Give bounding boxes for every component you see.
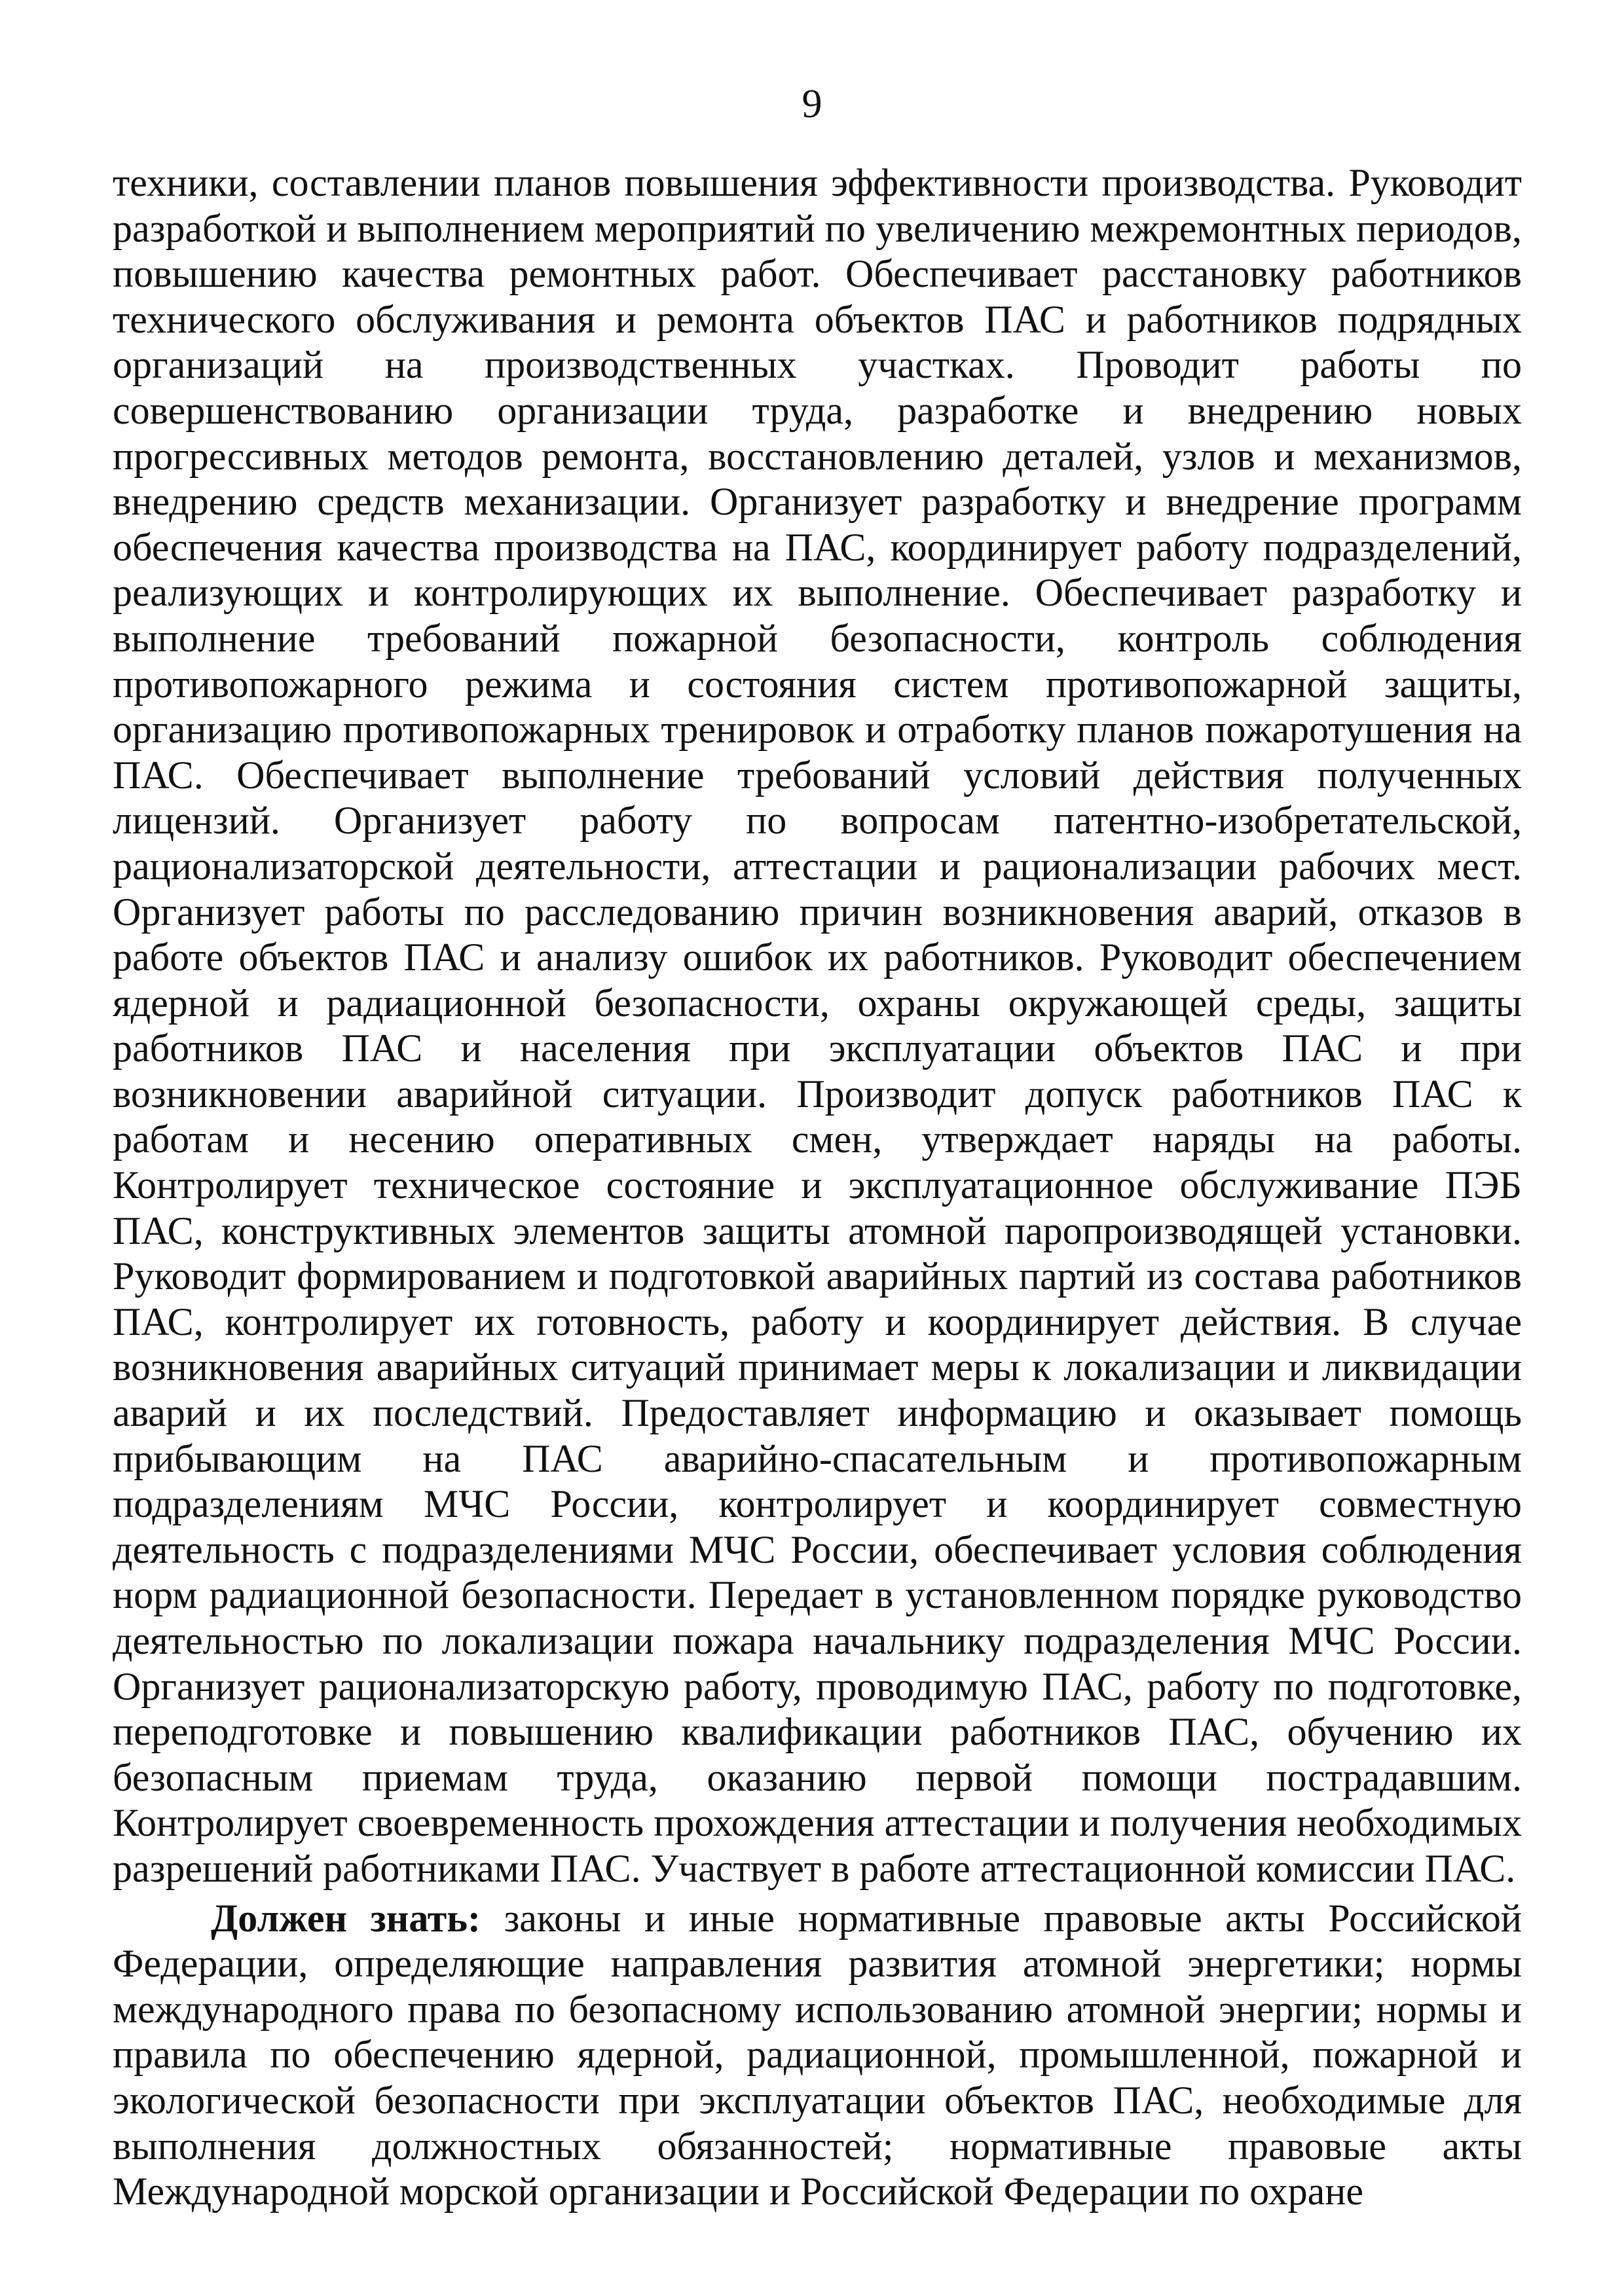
page-number: 9 [802, 82, 822, 126]
must-know-text: законы и иные нормативные правовые акты Российской Федерации, определяющие направления развития атомной энергетики; нормы международного права по безопасному использованию атомной энергии; нормы и правила по обеспечению ядерной, радиационной, промышленной, пожарной и экологической безопасности при эксплуатации объектов ПАС, необходимые для выполнения должностных обязанностей; нормативные правовые акты Международной морской организации и Российской Федерации по охране [113, 1896, 1522, 2214]
paragraph-duties: техники, составлении планов повышения эффективности производства. Руководит разработкой и выполнением мероприятий по увеличению межремонтных периодов, повышению качества ремонтных работ. Обеспечивает расстановку работников технического обслуживания и ремонта объектов ПАС и работников подрядных организаций на производственных участках. Проводит работы по совершенствованию организации труда, разработке и внедрению новых прогрессивных методов ремонта, восстановлению деталей, узлов и механизмов, внедрению средств механизации. Организует разработку и внедрение программ обеспечения качества производства на ПАС, координирует работу подразделений, реализующих и контролирующих их выполнение. Обеспечивает разработку и выполнение требований пожарной безопасности, контроль соблюдения противопожарного режима и состояния систем противопожарной защиты, организацию противопожарных тренировок и отработку планов пожаротушения на ПАС. Обеспечивает выполнение требований условий действия полученных лицензий. Организует работу по вопросам патентно-изобретательской, рационализаторской деятельности, аттестации и рационализации рабочих мест. Организует работы по расследованию причин возникновения аварий, отказов в работе объектов ПАС и анализу ошибок их работников. Руководит обеспечением ядерной и радиационной безопасности, охраны окружающей среды, защиты работников ПАС и населения при эксплуатации объектов ПАС и при возникновении аварийной ситуации. Производит допуск работников ПАС к работам и несению оперативных смен, утверждает наряды на работы. Контролирует техническое состояние и эксплуатационное обслуживание ПЭБ ПАС, конструктивных элементов защиты атомной паропроизводящей установки. Руководит формированием и подготовкой аварийных партий из состава работников ПАС, контролирует их готовность, работу и координирует действия. В случае возникновения аварийных ситуаций принимает меры к локализации и ликвидации аварий и их последствий. Предоставляет информацию и оказывает помощь прибывающим на ПАС аварийно-спасательным и противопожарным подразделениям МЧС России, контролирует и координирует совместную деятельность с подразделениями МЧС России, обеспечивает условия соблюдения норм радиационной безопасности. Передает в установленном порядке руководство деятельностью по локализации пожара начальнику подразделения МЧС России. Организует рационализаторскую работу, проводимую ПАС, работу по подготовке, переподготовке и повышению квалификации работников ПАС, обучению их безопасным приемам труда, оказанию первой помощи пострадавшим. Контролирует своевременность прохождения аттестации и получения необходимых разрешений работниками ПАС. Участвует в работе аттестационной комиссии ПАС. [113, 161, 1522, 1890]
document-body [113, 160, 1522, 2215]
must-know-heading: Должен знать: [211, 1896, 481, 1940]
paragraph-must-know [113, 1896, 1522, 2215]
